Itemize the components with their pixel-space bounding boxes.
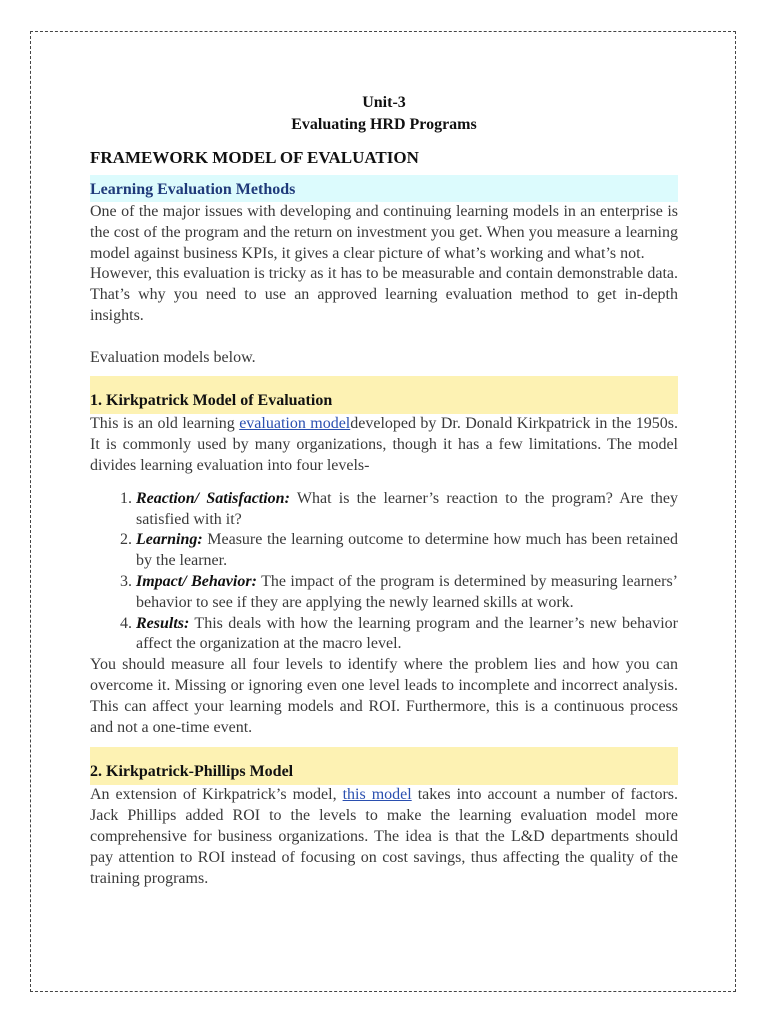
kirkpatrick-intro (90, 414, 678, 476)
kirkpatrick-intro-text: This is an old learning (90, 415, 240, 433)
level-text: Measure the learning outcome to determine how much has been retained by the learner. (136, 531, 678, 570)
methods-paragraph-2: However, this evaluation is tricky as it has to be measurable and contain demonstrable data. That’s why you need to use an approved learning evaluation method to get in-depth insights. (90, 265, 678, 324)
level-term: Impact/ Behavior: (136, 572, 257, 590)
list-item (136, 489, 678, 531)
methods-paragraph-3: Evaluation models below. (90, 348, 256, 366)
this-model-link[interactable]: this model (342, 786, 412, 804)
level-text: The impact of the program is determined by measuring learners’ behavior to see if they are applying the newly learned skills at work. (136, 572, 679, 611)
list-item (136, 572, 678, 614)
phillips-intro (90, 785, 678, 889)
level-term: Results: (136, 614, 190, 632)
kirkpatrick-heading (90, 376, 678, 414)
methods-heading: Learning Evaluation Methods (90, 175, 678, 202)
evaluation-model-link[interactable]: evaluation model (239, 415, 351, 433)
document-body (90, 92, 678, 889)
kirkpatrick-heading-text: 1. Kirkpatrick Model of Evaluation (90, 392, 333, 410)
kirkpatrick-closing: You should measure all four levels to identify where the problem lies and how you can overcome it. Missing or ignoring even one level leads to incomplete and incorrect analysis. This can affect your learning models and ROI. Furthermore, this is a continuous process and not a one-time event. (90, 656, 678, 736)
spacer (90, 327, 678, 348)
level-term: Reaction/ Satisfaction: (136, 489, 290, 507)
level-text: This deals with how the learning program and the learner’s new behavior affect the organization at the macro level. (136, 614, 678, 653)
phillips-heading-text: 2. Kirkpatrick-Phillips Model (90, 763, 294, 781)
framework-heading: FRAMEWORK MODEL OF EVALUATION (90, 148, 419, 167)
unit-label: Unit-3 (362, 94, 406, 111)
level-term: Learning: (136, 531, 203, 549)
kirkpatrick-levels-list (90, 489, 678, 655)
course-title: Evaluating HRD Programs (291, 116, 477, 133)
phillips-intro-text-2: takes into account a number of factors. Jack Phillips added ROI to the levels to make the learning evaluation model more comprehensive for business organizations. The idea is that the L&D departments should pay attention to ROI instead of focusing on cost savings, thus affecting the quality of the training programs. (90, 786, 679, 887)
phillips-heading (90, 747, 678, 785)
methods-paragraph-1: One of the major issues with developing and continuing learning models in an enterprise is the cost of the program and the return on investment you get. When you measure a learning model against business KPIs, it gives a clear picture of what’s working and what’s not. (90, 203, 678, 262)
phillips-intro-text: An extension of Kirkpatrick’s model, (90, 786, 343, 804)
level-text: What is the learner’s reaction to the program? Are they satisfied with it? (136, 489, 679, 528)
list-item (136, 530, 678, 572)
kirkpatrick-intro-text-2: developed by Dr. Donald Kirkpatrick in the 1950s. It is commonly used by many organizations, though it has a few limitations. The model divides learning evaluation into four levels- (90, 415, 678, 474)
list-item (136, 614, 678, 656)
